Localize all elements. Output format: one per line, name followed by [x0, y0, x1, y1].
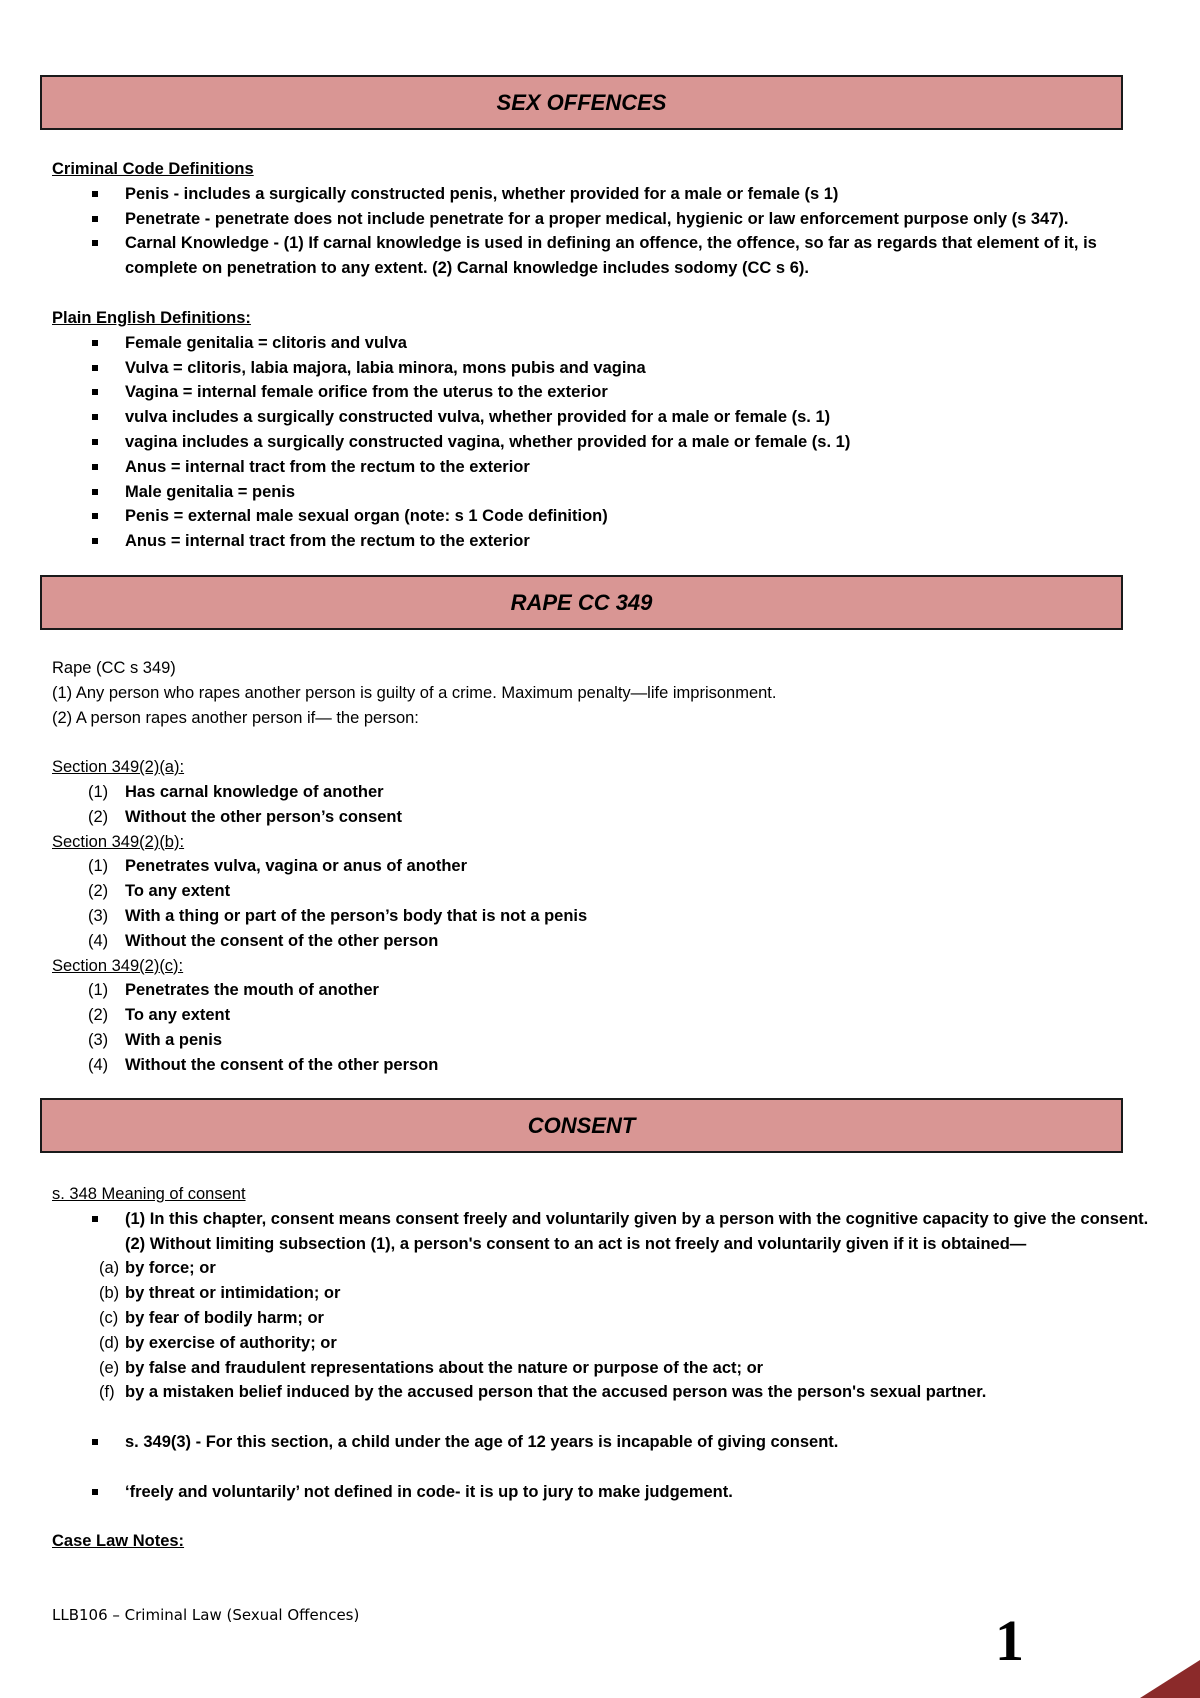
- banner-title: SEX OFFENCES: [496, 89, 667, 115]
- list-item: ‘freely and voluntarily’ not defined in code- it is up to jury to make judgement.: [52, 1480, 1160, 1505]
- list-item: Carnal Knowledge - (1) If carnal knowledge is used in defining an offence, the offence, so far as regards that element of it, is complete on penetration to any extent. (2) Carnal knowledge includes sodomy (CC s 6).: [52, 231, 1160, 281]
- item-letter: (b): [99, 1284, 120, 1303]
- list-item: [52, 1306, 1160, 1331]
- consent-heading: s. 348 Meaning of consent: [52, 1185, 246, 1203]
- page-number: 1: [995, 1608, 1024, 1673]
- list-item: Penis - includes a surgically constructed penis, whether provided for a male or female (s 1): [52, 182, 1160, 207]
- list-item: Penetrate - penetrate does not include penetrate for a proper medical, hygienic or law enforcement purpose only (s 347).: [52, 207, 1160, 232]
- banner-rape: [40, 575, 1123, 630]
- list-item: Female genitalia = clitoris and vulva: [52, 331, 1160, 356]
- list-item: [52, 1331, 1160, 1356]
- item-text: Penetrates vulva, vagina or anus of another: [125, 857, 468, 876]
- section-349-2b-list: [52, 854, 1160, 953]
- item-text: To any extent: [125, 882, 231, 901]
- list-item: [52, 1003, 1160, 1028]
- list-item: [52, 929, 1160, 954]
- item-text: by false and fraudulent representations about the nature or purpose of the act; or: [125, 1358, 764, 1377]
- section-349-2a-list: [52, 780, 1160, 830]
- consent-list-3: [52, 1480, 1160, 1505]
- list-item: [52, 978, 1160, 1003]
- item-text: Penetrates the mouth of another: [125, 981, 379, 1000]
- list-item: s. 349(3) - For this section, a child under the age of 12 years is incapable of giving consent.: [52, 1430, 1160, 1455]
- item-letter: (e): [99, 1358, 120, 1377]
- plain-english-section: [52, 306, 1160, 554]
- list-item: [52, 904, 1160, 929]
- list-item: [52, 1281, 1160, 1306]
- item-letter: (d): [99, 1333, 120, 1352]
- item-number: (2): [88, 807, 109, 826]
- item-letter: (f): [99, 1383, 115, 1402]
- list-item: [52, 1256, 1160, 1281]
- list-item: vulva includes a surgically constructed vulva, whether provided for a male or female (s. 1): [52, 405, 1160, 430]
- list-item: Anus = internal tract from the rectum to the exterior: [52, 455, 1160, 480]
- section-349-2a-heading: Section 349(2)(a):: [52, 758, 185, 777]
- item-text: by exercise of authority; or: [125, 1333, 337, 1352]
- footer-course: LLB106 – Criminal Law (Sexual Offences): [52, 1606, 360, 1624]
- item-text: by a mistaken belief induced by the accused person that the accused person was the person's sexual partner.: [125, 1383, 987, 1402]
- rape-section: [52, 656, 1160, 1078]
- item-text: Has carnal knowledge of another: [125, 782, 384, 801]
- list-item: [52, 879, 1160, 904]
- item-text: Without the consent of the other person: [125, 931, 439, 950]
- item-text: To any extent: [125, 1006, 231, 1025]
- consent-section: [52, 1182, 1160, 1554]
- list-item: [52, 1380, 1160, 1405]
- item-number: (4): [88, 1055, 109, 1074]
- corner-accent: [1140, 1660, 1200, 1698]
- criminal-code-section: [52, 157, 1160, 281]
- banner-title: RAPE CC 349: [510, 589, 653, 615]
- item-text: With a thing or part of the person’s body that is not a penis: [125, 906, 588, 925]
- list-item: [52, 1053, 1160, 1078]
- rape-intro-line: (2) A person rapes another person if— the person:: [52, 708, 419, 727]
- item-letter: (c): [99, 1308, 119, 1327]
- list-item: vagina includes a surgically constructed vagina, whether provided for a male or female (s. 1): [52, 430, 1160, 455]
- list-item: [52, 854, 1160, 879]
- item-text: by force; or: [125, 1259, 216, 1278]
- list-item: Vagina = internal female orifice from the uterus to the exterior: [52, 380, 1160, 405]
- item-number: (2): [88, 882, 109, 901]
- rape-intro-title: Rape (CC s 349): [52, 659, 176, 677]
- item-letter: (a): [99, 1259, 120, 1278]
- item-text: by fear of bodily harm; or: [125, 1308, 324, 1327]
- consent-list: [52, 1207, 1160, 1257]
- consent-list-2: [52, 1430, 1160, 1455]
- item-number: (3): [88, 1030, 109, 1049]
- list-item: (1) In this chapter, consent means consent freely and voluntarily given by a person with the cognitive capacity to give the consent. (2) Without limiting subsection (1), a person's consent to an act is not freely and voluntarily given if it is obtained—: [52, 1207, 1160, 1257]
- item-text: Without the consent of the other person: [125, 1055, 439, 1074]
- item-number: (1): [88, 857, 109, 876]
- list-item: Anus = internal tract from the rectum to the exterior: [52, 529, 1160, 554]
- criminal-code-list: [52, 182, 1160, 281]
- item-number: (1): [88, 981, 109, 1000]
- item-number: (4): [88, 931, 109, 950]
- list-item: [52, 1356, 1160, 1381]
- list-item: [52, 780, 1160, 805]
- consent-sub-list: [52, 1256, 1160, 1405]
- plain-english-list: [52, 331, 1160, 554]
- criminal-code-heading: Criminal Code Definitions: [52, 160, 254, 178]
- list-item: Vulva = clitoris, labia majora, labia minora, mons pubis and vagina: [52, 356, 1160, 381]
- plain-english-heading: Plain English Definitions:: [52, 309, 251, 327]
- rape-intro-line: (1) Any person who rapes another person is guilty of a crime. Maximum penalty—life imprisonment.: [52, 683, 777, 702]
- list-item: Penis = external male sexual organ (note: s 1 Code definition): [52, 504, 1160, 529]
- item-text: by threat or intimidation; or: [125, 1284, 341, 1303]
- item-number: (3): [88, 906, 109, 925]
- banner-sex-offences: [40, 75, 1123, 130]
- case-law-heading: Case Law Notes:: [52, 1532, 185, 1551]
- list-item: [52, 1028, 1160, 1053]
- item-text: With a penis: [125, 1030, 223, 1049]
- banner-title: CONSENT: [527, 1112, 636, 1138]
- section-349-2c-list: [52, 978, 1160, 1077]
- section-349-2c-heading: Section 349(2)(c):: [52, 956, 184, 975]
- list-item: Male genitalia = penis: [52, 480, 1160, 505]
- item-number: (2): [88, 1006, 109, 1025]
- banner-consent: [40, 1098, 1123, 1153]
- section-349-2b-heading: Section 349(2)(b):: [52, 832, 185, 851]
- item-number: (1): [88, 782, 109, 801]
- item-text: Without the other person’s consent: [125, 807, 402, 826]
- list-item: [52, 805, 1160, 830]
